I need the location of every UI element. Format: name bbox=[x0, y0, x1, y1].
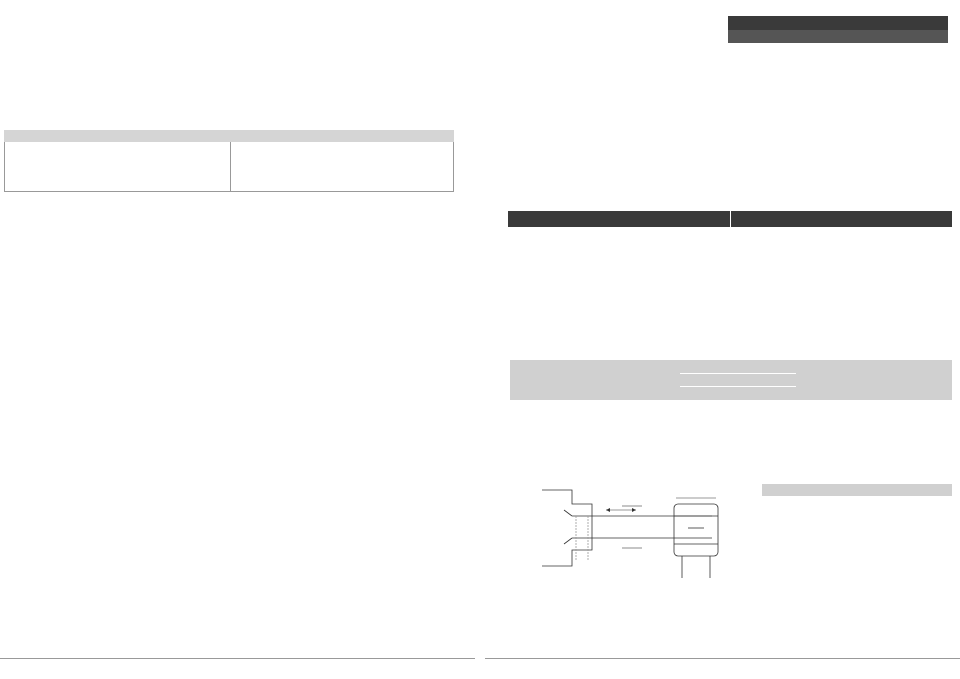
cooling-heating-table bbox=[728, 16, 948, 80]
indoor-unit-header bbox=[4, 130, 230, 142]
torque-table bbox=[510, 360, 952, 460]
pipe-table bbox=[762, 484, 952, 496]
pipe-th-diameter bbox=[762, 484, 842, 496]
example-row-indoor bbox=[60, 37, 300, 71]
nut-diagram bbox=[666, 478, 736, 588]
letter-symbol-indoor-header bbox=[508, 211, 730, 227]
letter-symbol-outdoor-header bbox=[730, 211, 952, 227]
example-row-outdoor bbox=[60, 83, 300, 117]
matrix-outline bbox=[542, 490, 592, 566]
left-footer-rule bbox=[0, 658, 475, 659]
unit-types-box bbox=[4, 142, 454, 192]
unit-types-divider bbox=[230, 142, 231, 192]
right-footer-rule bbox=[485, 658, 960, 659]
outdoor-unit-header bbox=[230, 130, 454, 142]
pipe-th-thickness bbox=[842, 484, 952, 496]
